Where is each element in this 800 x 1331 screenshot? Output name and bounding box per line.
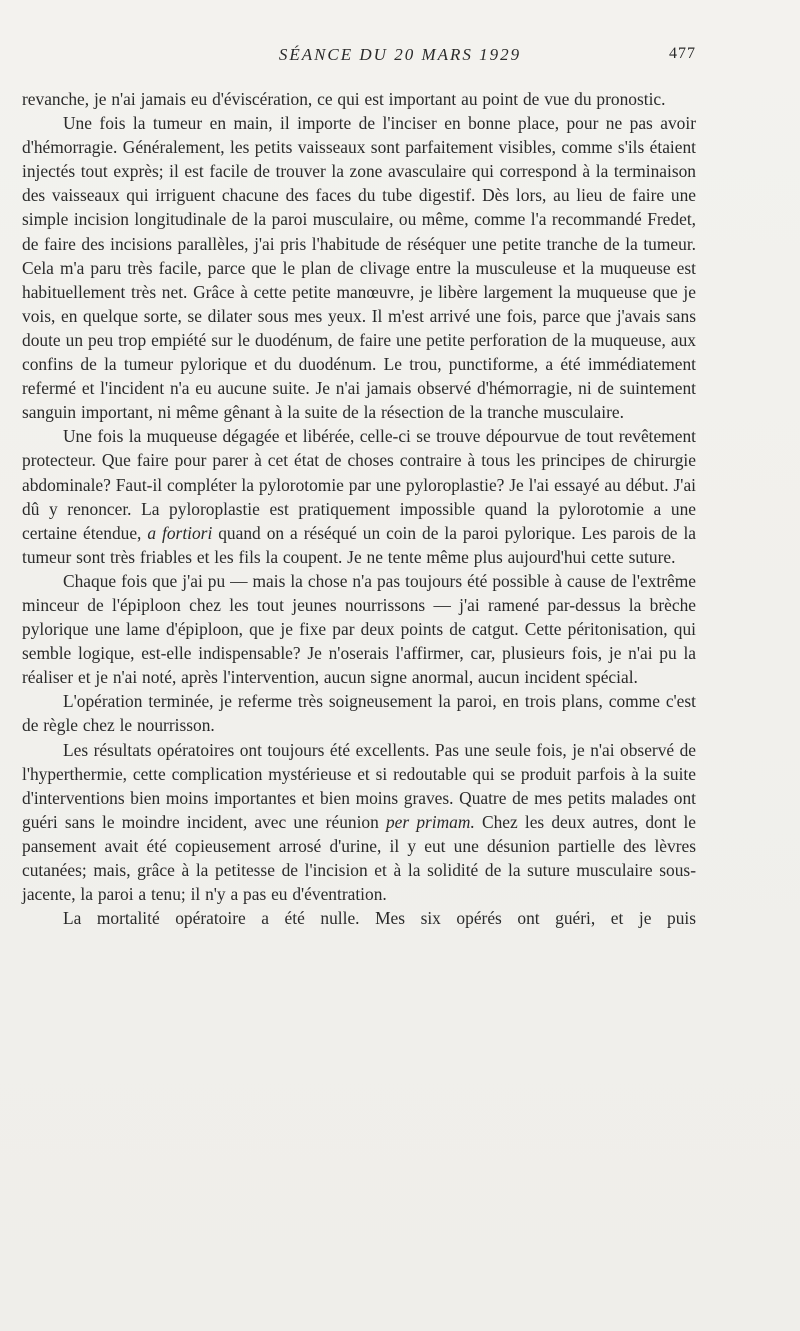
paragraph-1: revanche, je n'ai jamais eu d'éviscération, ce qui est important au point de vue du pronostic.: [22, 89, 666, 109]
paragraph-6: [22, 738, 696, 907]
paragraph-3-italic: a fortiori: [147, 522, 213, 543]
paragraph-6-italic: per primam.: [385, 811, 475, 832]
paragraph-4: Chaque fois que j'ai pu — mais la chose n'a pas toujours été possible à cause de l'extrême minceur de l'épiploon chez les tout jeunes nourrissons — j'ai ramené par-dessus la brèche pylorique une lame d'épiploon, que je fixe par deux points de catgut. Cette péritonisation, qui semble logique, est-elle indispensable? Je n'oserais l'affirmer, car, plusieurs fois, je n'ai pu la réaliser et je n'ai noté, après l'intervention, aucun signe anormal, aucun incident spécial.: [22, 570, 696, 688]
running-title: SÉANCE DU 20 MARS 1929: [278, 45, 522, 64]
paragraph-3-part-1: Une fois la muqueuse dégagée et libérée, celle-ci se trouve dépourvue de tout revêtement protecteur. Que faire pour parer à cet état de choses contraire à tous les principes de chirurgie abdominale? Faut-il compléter la pylorotomie par une pyloroplastie? Je l'ai essayé au début. J'ai dû y renoncer. La pyloroplastie est pratiquement impossible quand la pylorotomie a une certaine étendue,: [22, 426, 696, 543]
page-header: [0, 45, 800, 69]
paragraph-7: La mortalité opératoire a été nulle. Mes six opérés ont guéri, et je puis: [63, 908, 696, 929]
paragraph-5: L'opération terminée, je referme très soigneusement la paroi, en trois plans, comme c'est de règle chez le nourrisson.: [22, 691, 696, 736]
body-text: [22, 87, 696, 930]
paragraph-3-part-2: quand on a réséqué un coin de la paroi pylorique. Les parois de la tumeur sont très friables et les fils la coupent. Je ne tente même plus aujourd'hui cette suture.: [22, 522, 696, 567]
paragraph-3: [22, 424, 696, 569]
page-number: 477: [669, 45, 696, 62]
paragraph-2: Une fois la tumeur en main, il importe de l'inciser en bonne place, pour ne pas avoir d'hémorragie. Généralement, les petits vaisseaux sont parfaitement visibles, comme s'ils étaient injectés tout exprès; il est facile de trouver la zone avasculaire qui correspond à la terminaison des vaisseaux qui irriguent chacune des faces du tube digestif. Dès lors, au lieu de faire une simple incision longitudinale de la paroi musculaire, ou même, comme l'a recommandé Fredet, de faire des incisions parallèles, j'ai pris l'habitude de réséquer une petite tranche de la tumeur. Cela m'a paru très facile, parce que le plan de clivage entre la musculeuse et la muqueuse est habituellement très net. Grâce à cette petite manœuvre, je libère largement la muqueuse que je vois, en quelque sorte, se dilater sous mes yeux. Il m'est arrivé une fois, parce que j'avais sans doute un peu trop empiété sur le duodénum, de faire une petite perforation de la muqueuse, aux confins de la tumeur pylorique et du duodénum. Le trou, punctiforme, a été immédiatement refermé et l'incident n'a eu aucune suite. Je n'ai jamais observé d'hémorragie, ni de suintement sanguin important, ni même gênant à la suite de la résection de la tranche musculaire.: [22, 113, 696, 423]
paragraph-6-part-2: Chez les deux autres, dont le pansement avait été copieusement arrosé d'urine, il y eut une désunion partielle des lèvres cutanées; mais, grâce à la petitesse de l'incision et à la solidité de la suture musculaire sous-jacente, la paroi a tenu; il n'y a pas eu d'éventration.: [22, 811, 696, 905]
paragraph-6-part-1: Les résultats opératoires ont toujours été excellents. Pas une seule fois, je n'ai observé de l'hyperthermie, cette complication mystérieuse et si redoutable qui se produit parfois à la suite d'interventions bien moins importantes et bien moins graves. Quatre de mes petits malades ont guéri sans le moindre incident, avec une réunion: [22, 739, 696, 832]
